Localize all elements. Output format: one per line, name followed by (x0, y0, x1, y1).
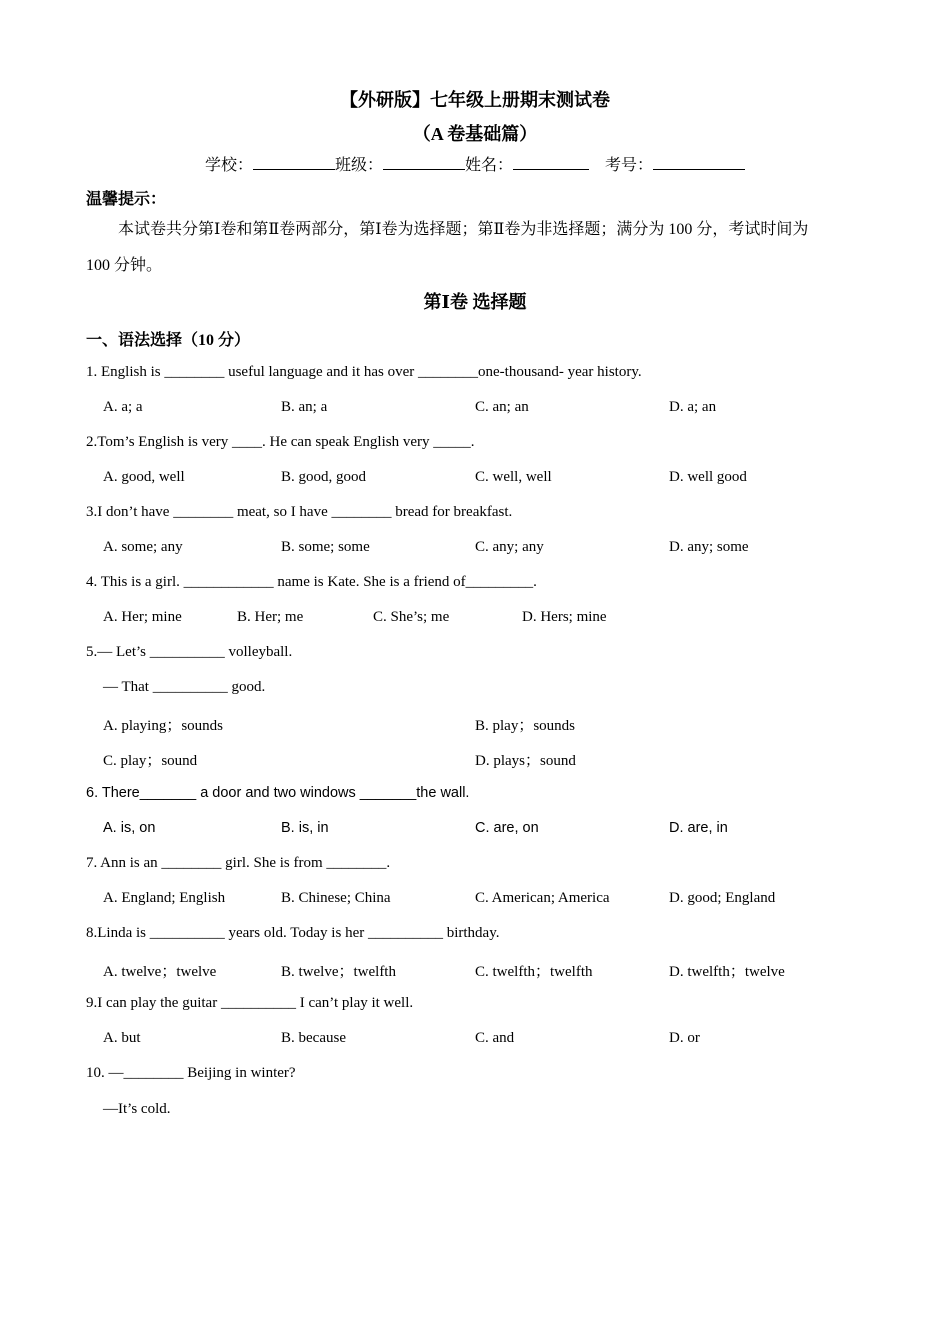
q7-option-b[interactable]: B. Chinese; China (281, 890, 391, 906)
tips-line2: 100 分钟。 (86, 257, 163, 274)
q9-option-a[interactable]: A. but (103, 1030, 141, 1046)
q4-option-d[interactable]: D. Hers; mine (522, 609, 607, 625)
question-9-stem: 9.I can play the guitar __________ I can’t play it well. (86, 995, 414, 1011)
exam-no-label: 考号： (605, 157, 654, 174)
q1-option-b[interactable]: B. an; a (281, 399, 328, 415)
tips-label: 温馨提示： (86, 191, 167, 208)
q7-option-c[interactable]: C. American; America (475, 890, 610, 906)
q3-option-a[interactable]: A. some; any (103, 539, 183, 555)
q4-option-c[interactable]: C. She’s; me (373, 609, 450, 625)
question-1-stem: 1. English is ________ useful language and it has over ________one-thousand- year history. (86, 364, 642, 380)
q2-option-b[interactable]: B. good, good (281, 469, 367, 485)
q9-option-c[interactable]: C. and (475, 1030, 515, 1046)
q8-option-a[interactable]: A. twelve；twelve (103, 964, 217, 980)
section-title: 第Ⅰ卷 选择题 (423, 292, 527, 312)
tips-text (86, 212, 876, 284)
q4-option-b[interactable]: B. Her; me (237, 609, 304, 625)
q5-option-a[interactable]: A. playing；sounds (103, 718, 224, 734)
q8-option-c[interactable]: C. twelfth；twelfth (475, 964, 593, 980)
q7-option-d[interactable]: D. good; England (669, 890, 776, 906)
part-title: 一、语法选择（10 分） (86, 332, 251, 349)
q4-option-a[interactable]: A. Her; mine (103, 609, 182, 625)
q3-option-d[interactable]: D. any; some (669, 539, 749, 555)
q6-option-b[interactable]: B. is, in (281, 820, 329, 836)
question-2-stem: 2.Tom’s English is very ____. He can speak English very _____. (86, 434, 475, 450)
question-6-stem: 6. There_______ a door and two windows _______the wall. (86, 785, 470, 801)
q9-option-d[interactable]: D. or (669, 1030, 700, 1046)
tips-line1: 本试卷共分第Ⅰ卷和第Ⅱ卷两部分，第Ⅰ卷为选择题；第Ⅱ卷为非选择题；满分为 100 分，考试时间为 (118, 221, 809, 238)
q9-option-b[interactable]: B. because (281, 1030, 346, 1046)
q6-option-c[interactable]: C. are, on (475, 820, 539, 836)
school-blank[interactable] (253, 155, 335, 170)
question-8-stem: 8.Linda is __________ years old. Today is her __________ birthday. (86, 925, 500, 941)
class-blank[interactable] (383, 155, 465, 170)
q8-option-b[interactable]: B. twelve；twelfth (281, 964, 396, 980)
exam-title: 【外研版】七年级上册期末测试卷 (340, 90, 610, 110)
q5-option-d[interactable]: D. plays；sound (475, 753, 576, 769)
question-10-stem-2: —It’s cold. (103, 1101, 171, 1117)
question-10-stem: 10. —________ Beijing in winter? (86, 1065, 296, 1081)
q8-option-d[interactable]: D. twelfth；twelve (669, 964, 785, 980)
question-5-stem-2: — That __________ good. (103, 679, 266, 695)
q5-option-c[interactable]: C. play；sound (103, 753, 198, 769)
q3-option-b[interactable]: B. some; some (281, 539, 370, 555)
q1-option-a[interactable]: A. a; a (103, 399, 143, 415)
q2-option-c[interactable]: C. well, well (475, 469, 552, 485)
q7-option-a[interactable]: A. England; English (103, 890, 226, 906)
question-4-stem: 4. This is a girl. ____________ name is Kate. She is a friend of_________. (86, 574, 537, 590)
q2-option-d[interactable]: D. well good (669, 469, 747, 485)
q3-option-c[interactable]: C. any; any (475, 539, 544, 555)
school-label: 学校： (204, 157, 253, 174)
question-5-stem: 5.— Let’s __________ volleyball. (86, 644, 293, 660)
name-blank[interactable] (513, 155, 589, 170)
class-label: 班级： (334, 157, 383, 174)
question-3-stem: 3.I don’t have ________ meat, so I have ________ bread for breakfast. (86, 504, 513, 520)
q1-option-c[interactable]: C. an; an (475, 399, 529, 415)
exam-no-blank[interactable] (653, 155, 745, 170)
q1-option-d[interactable]: D. a; an (669, 399, 717, 415)
question-7-stem: 7. Ann is an ________ girl. She is from ________. (86, 855, 391, 871)
student-info-line (0, 152, 950, 175)
q5-option-b[interactable]: B. play；sounds (475, 718, 576, 734)
q2-option-a[interactable]: A. good, well (103, 469, 185, 485)
q6-option-d[interactable]: D. are, in (669, 820, 728, 836)
q6-option-a[interactable]: A. is, on (103, 820, 156, 836)
exam-subtitle: （A 卷基础篇） (412, 124, 538, 144)
name-label: 姓名： (465, 157, 514, 174)
